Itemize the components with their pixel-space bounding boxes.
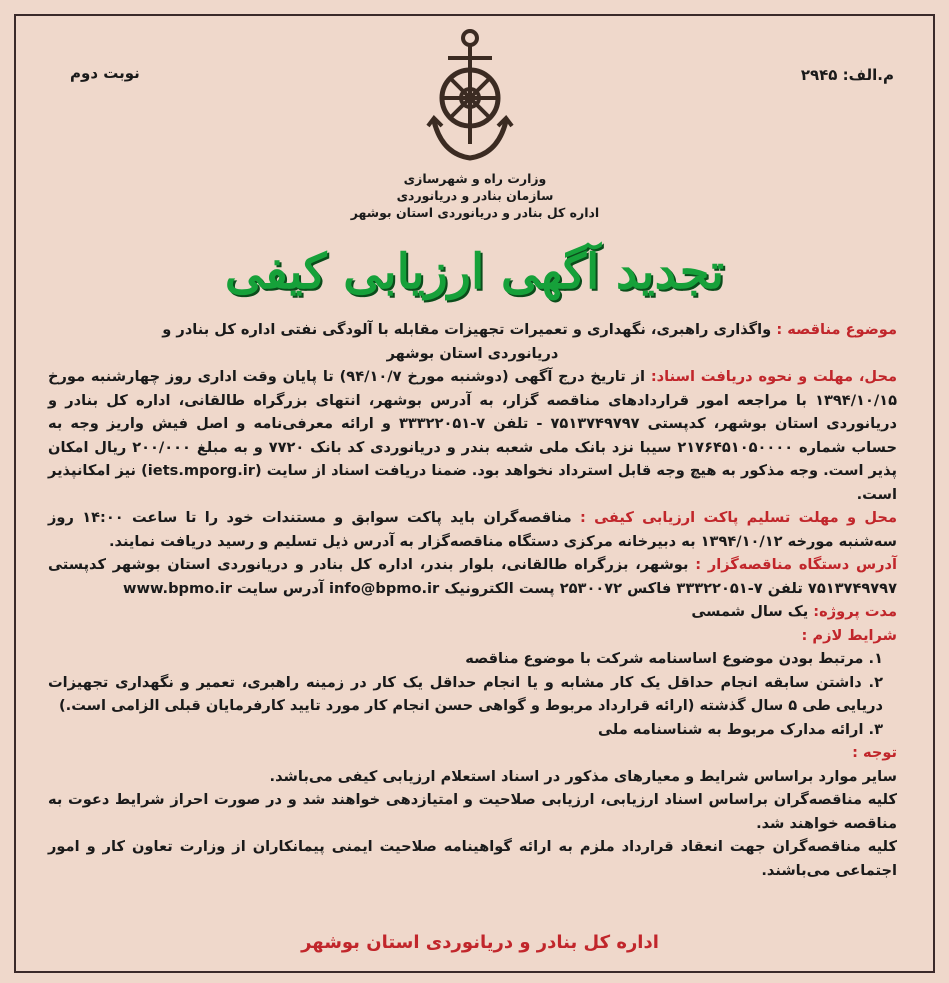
condition-item: ۱. مرتبط بودن موضوع اساسنامه شرکت با موضوع مناقصه — [465, 650, 883, 667]
notice-round: نوبت دوم — [70, 64, 140, 82]
address-text: بوشهر، بزرگراه طالقانی، بلوار بندر، اداره کل بنادر و دریانوردی استان بوشهر کدپستی ۷۵۱۳۷۴۹۷۹۷ تلفن ۷-۳۳۳۲۲۰۵۱ فاکس ۲۵۳۰۰۷۲ پست الکترونیک info@bpmo.ir آدرس سایت www.bpmo.ir — [48, 556, 897, 597]
directorate-name: اداره کل بنادر و دریانوردی استان بوشهر — [350, 205, 600, 220]
organization-heading — [230, 170, 720, 221]
subject-label: موضوع مناقصه : — [776, 321, 897, 338]
condition-item: ۳. ارائه مدارک مربوط به شناسنامه ملی — [598, 720, 883, 738]
note-item: کلیه مناقصه‌گران براساس اسناد ارزیابی، ارزیابی صلاحیت و امتیازدهی خواهند شد و در صورت احراز شرایط دعوت به مناقصه خواهند شد. — [48, 791, 897, 832]
duration-paragraph — [48, 600, 897, 624]
note-item: سایر موارد براساس شرایط و معیارهای مذکور در اسناد استعلام ارزیابی کیفی می‌باشد. — [269, 767, 897, 785]
duration-label: مدت پروژه: — [813, 603, 897, 620]
ministry-name: وزارت راه و شهرسازی — [403, 171, 547, 186]
subject-text-continued: دریانوردی استان بوشهر — [386, 344, 559, 362]
notice-title: تجدید آگهی ارزیابی کیفی — [224, 244, 725, 300]
address-paragraph — [48, 553, 897, 600]
notice-body — [48, 318, 897, 882]
documents-paragraph — [48, 365, 897, 506]
documents-text: از تاریخ درج آگهی (دوشنبه مورخ ۹۴/۱۰/۷) تا پایان وقت اداری روز چهارشنبه مورخ ۱۳۹۴/۱۰/۱۵ با مراجعه امور قراردادهای مناقصه گزار، به آدرس بوشهر، انتهای بزرگراه طالقانی، اداره کل بنادر و دریانوردی استان بوشهر، کدپستی ۷۵۱۳۷۴۹۷۹۷ - تلفن ۷-۳۳۳۲۲۰۵۱ و ارائه معرفی‌نامه و اصل فیش واریز وجه به حساب شماره ۲۱۷۶۴۵۱۰۵۰۰۰۰ سیبا نزد بانک ملی شعبه بندر و دریانوردی کد بانک ۷۷۲۰ و به مبلغ ۲۰۰/۰۰۰ ریال امکان پذیر است. وجه مذکور به هیچ وجه قابل استرداد نخواهد بود. ضمنا دریافت اسناد از سایت (iets.mporg.ir) نیز امکانپذیر است. — [48, 368, 898, 503]
notes-label: توجه : — [852, 744, 897, 761]
conditions-label: شرایط لازم : — [801, 626, 897, 644]
note-item: کلیه مناقصه‌گران جهت انعقاد قرارداد ملزم به ارائه گواهینامه صلاحیت ایمنی پیمانکاران از وزارت تعاون کار و امور اجتماعی می‌باشند. — [48, 838, 897, 879]
submission-text: مناقصه‌گران باید پاکت سوابق و مستندات خود را تا ساعت ۱۴:۰۰ روز سه‌شنبه مورخه ۱۳۹۴/۱۰/۱۲ به دبیرخانه مرکزی دستگاه مناقصه‌گزار به آدرس ذیل تسلیم و رسید دریافت نمایند. — [48, 509, 897, 550]
address-label: آدرس دستگاه مناقصه‌گزار : — [695, 556, 897, 573]
submission-label: محل و مهلت تسلیم پاکت ارزیابی کیفی : — [579, 509, 897, 526]
submission-paragraph — [48, 506, 897, 553]
organization-name: سازمان بنادر و دریانوردی — [396, 188, 554, 203]
subject-paragraph — [48, 318, 897, 342]
subject-text: واگذاری راهبری، نگهداری و تعمیرات تجهیزات مقابله با آلودگی نفتی اداره کل بنادر و — [162, 321, 772, 338]
condition-item: ۲. داشتن سابقه انجام حداقل یک کار مشابه و یا انجام حداقل یک کار در زمینه راهبری، تعمیر و نگهداری تجهیزات دریایی طی ۵ سال گذشته (ارائه قرارداد مربوط و گواهی حسن انجام کار مورد تایید کارفرمایان قبلی الزامی است.) — [48, 673, 883, 714]
reference-number: م.الف: ۲۹۴۵ — [800, 66, 894, 84]
documents-label: محل، مهلت و نحوه دریافت اسناد: — [650, 368, 897, 385]
duration-text: یک سال شمسی — [691, 603, 809, 620]
issuer-signature: اداره کل بنادر و دریانوردی استان بوشهر — [301, 932, 659, 953]
ports-organization-logo — [420, 26, 520, 166]
